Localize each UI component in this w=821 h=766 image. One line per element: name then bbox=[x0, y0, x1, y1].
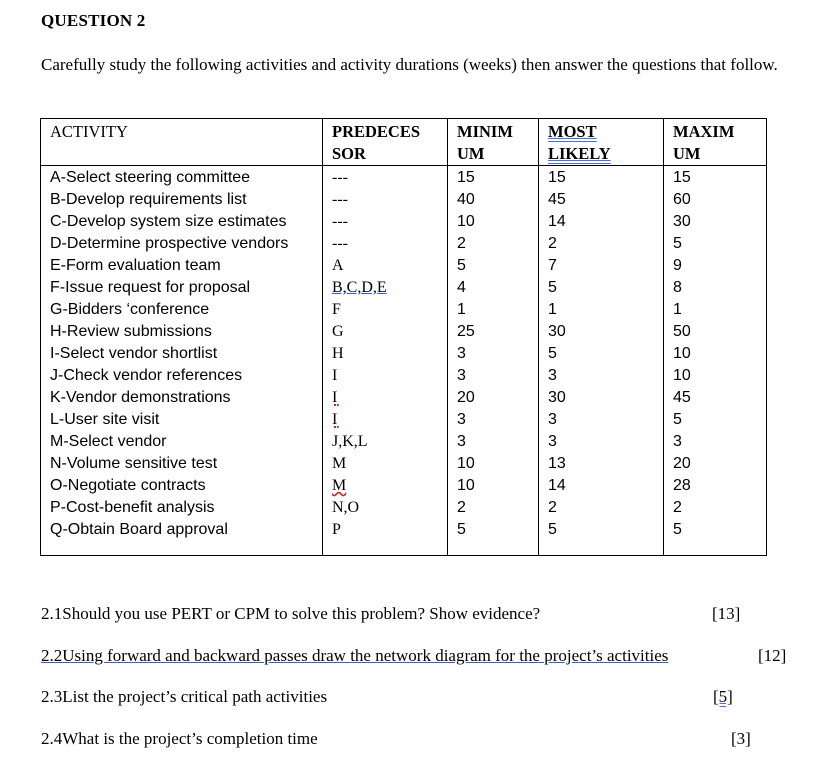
maximum-cell: 60 bbox=[664, 189, 767, 211]
minimum-cell: 2 bbox=[448, 233, 539, 255]
activity-cell: L-User site visit bbox=[41, 409, 323, 431]
activity-cell: O-Negotiate contracts bbox=[41, 475, 323, 497]
table-row bbox=[41, 189, 767, 211]
table-row bbox=[41, 255, 767, 277]
minimum-cell: 2 bbox=[448, 497, 539, 519]
minimum-cell: 5 bbox=[448, 255, 539, 277]
predecessor-cell: H bbox=[323, 343, 448, 365]
maximum-cell: 5 bbox=[664, 233, 767, 255]
predecessor-cell: --- bbox=[323, 166, 448, 190]
most-likely-cell: 30 bbox=[539, 387, 664, 409]
table-row bbox=[41, 431, 767, 453]
most-likely-cell: 45 bbox=[539, 189, 664, 211]
maximum-cell: 10 bbox=[664, 365, 767, 387]
table-row bbox=[41, 519, 767, 556]
table-row bbox=[41, 211, 767, 233]
minimum-cell: 10 bbox=[448, 475, 539, 497]
question-2-3-marks: [5] bbox=[713, 687, 733, 706]
maximum-cell: 28 bbox=[664, 475, 767, 497]
predecessor-cell: F bbox=[323, 299, 448, 321]
most-likely-cell: 3 bbox=[539, 431, 664, 453]
minimum-cell: 3 bbox=[448, 409, 539, 431]
question-2-3: 2.3List the project’s critical path activities bbox=[41, 687, 328, 706]
activity-cell: E-Form evaluation team bbox=[41, 255, 323, 277]
question-2-4: 2.4What is the project’s completion time bbox=[41, 729, 318, 748]
table-row bbox=[41, 321, 767, 343]
table-row bbox=[41, 409, 767, 431]
predecessor-cell: B,C,D,E bbox=[323, 277, 448, 299]
most-likely-cell: 14 bbox=[539, 475, 664, 497]
question-title: QUESTION 2 bbox=[41, 11, 146, 30]
predecessor-cell: --- bbox=[323, 211, 448, 233]
header-maximum: MAXIM UM bbox=[664, 119, 767, 166]
most-likely-cell: 5 bbox=[539, 277, 664, 299]
activity-cell: K-Vendor demonstrations bbox=[41, 387, 323, 409]
minimum-cell: 10 bbox=[448, 453, 539, 475]
minimum-cell: 4 bbox=[448, 277, 539, 299]
maximum-cell: 10 bbox=[664, 343, 767, 365]
most-likely-cell: 5 bbox=[539, 519, 664, 556]
maximum-cell: 3 bbox=[664, 431, 767, 453]
most-likely-cell: 3 bbox=[539, 409, 664, 431]
question-2-2: 2.2Using forward and backward passes draw the network diagram for the project’s activities bbox=[41, 646, 669, 665]
header-predecessor: PREDECES SOR bbox=[323, 119, 448, 166]
predecessor-cell: M bbox=[323, 475, 448, 497]
activity-table bbox=[40, 118, 767, 556]
predecessor-cell: --- bbox=[323, 233, 448, 255]
activity-cell: C-Develop system size estimates bbox=[41, 211, 323, 233]
maximum-cell: 20 bbox=[664, 453, 767, 475]
activity-cell: A-Select steering committee bbox=[41, 166, 323, 190]
most-likely-cell: 13 bbox=[539, 453, 664, 475]
most-likely-cell: 3 bbox=[539, 365, 664, 387]
question-intro: Carefully study the following activities and activity durations (weeks) then answer the questions that follow. bbox=[41, 55, 778, 74]
most-likely-cell: 30 bbox=[539, 321, 664, 343]
activity-cell: G-Bidders ‘conference bbox=[41, 299, 323, 321]
minimum-cell: 3 bbox=[448, 343, 539, 365]
predecessor-cell: I bbox=[323, 409, 448, 431]
predecessor-cell: P bbox=[323, 519, 448, 556]
question-2-1: 2.1Should you use PERT or CPM to solve this problem? Show evidence? bbox=[41, 604, 541, 623]
most-likely-cell: 2 bbox=[539, 497, 664, 519]
table-row bbox=[41, 299, 767, 321]
most-likely-cell: 14 bbox=[539, 211, 664, 233]
predecessor-cell: A bbox=[323, 255, 448, 277]
activity-cell: F-Issue request for proposal bbox=[41, 277, 323, 299]
question-2-1-marks: [13] bbox=[712, 604, 741, 623]
activity-cell: J-Check vendor references bbox=[41, 365, 323, 387]
predecessor-cell: J,K,L bbox=[323, 431, 448, 453]
table-row bbox=[41, 233, 767, 255]
header-minimum: MINIM UM bbox=[448, 119, 539, 166]
maximum-cell: 15 bbox=[664, 166, 767, 190]
table-row bbox=[41, 453, 767, 475]
maximum-cell: 2 bbox=[664, 497, 767, 519]
table-row bbox=[41, 365, 767, 387]
table-row bbox=[41, 475, 767, 497]
most-likely-cell: 2 bbox=[539, 233, 664, 255]
activity-cell: H-Review submissions bbox=[41, 321, 323, 343]
table-header-row bbox=[41, 119, 767, 166]
predecessor-cell: I bbox=[323, 365, 448, 387]
activity-cell: Q-Obtain Board approval bbox=[41, 519, 323, 556]
table-row bbox=[41, 497, 767, 519]
maximum-cell: 30 bbox=[664, 211, 767, 233]
minimum-cell: 20 bbox=[448, 387, 539, 409]
predecessor-cell: G bbox=[323, 321, 448, 343]
header-activity: ACTIVITY bbox=[41, 119, 323, 166]
most-likely-cell: 15 bbox=[539, 166, 664, 190]
maximum-cell: 5 bbox=[664, 409, 767, 431]
minimum-cell: 5 bbox=[448, 519, 539, 556]
minimum-cell: 1 bbox=[448, 299, 539, 321]
maximum-cell: 1 bbox=[664, 299, 767, 321]
predecessor-cell: I bbox=[323, 387, 448, 409]
minimum-cell: 40 bbox=[448, 189, 539, 211]
activity-cell: D-Determine prospective vendors bbox=[41, 233, 323, 255]
most-likely-cell: 7 bbox=[539, 255, 664, 277]
table-row bbox=[41, 277, 767, 299]
predecessor-cell: M bbox=[323, 453, 448, 475]
activity-cell: I-Select vendor shortlist bbox=[41, 343, 323, 365]
activity-cell: B-Develop requirements list bbox=[41, 189, 323, 211]
predecessor-cell: --- bbox=[323, 189, 448, 211]
minimum-cell: 15 bbox=[448, 166, 539, 190]
question-2-2-marks: [12] bbox=[758, 646, 787, 665]
maximum-cell: 8 bbox=[664, 277, 767, 299]
maximum-cell: 45 bbox=[664, 387, 767, 409]
maximum-cell: 5 bbox=[664, 519, 767, 556]
most-likely-cell: 1 bbox=[539, 299, 664, 321]
minimum-cell: 3 bbox=[448, 365, 539, 387]
activity-cell: M-Select vendor bbox=[41, 431, 323, 453]
activity-cell: N-Volume sensitive test bbox=[41, 453, 323, 475]
minimum-cell: 25 bbox=[448, 321, 539, 343]
table-row bbox=[41, 343, 767, 365]
maximum-cell: 50 bbox=[664, 321, 767, 343]
most-likely-cell: 5 bbox=[539, 343, 664, 365]
table-row bbox=[41, 166, 767, 190]
minimum-cell: 10 bbox=[448, 211, 539, 233]
maximum-cell: 9 bbox=[664, 255, 767, 277]
minimum-cell: 3 bbox=[448, 431, 539, 453]
question-2-4-marks: [3] bbox=[731, 729, 751, 748]
activity-cell: P-Cost-benefit analysis bbox=[41, 497, 323, 519]
header-most-likely: MOST LIKELY bbox=[539, 119, 664, 166]
table-row bbox=[41, 387, 767, 409]
predecessor-cell: N,O bbox=[323, 497, 448, 519]
